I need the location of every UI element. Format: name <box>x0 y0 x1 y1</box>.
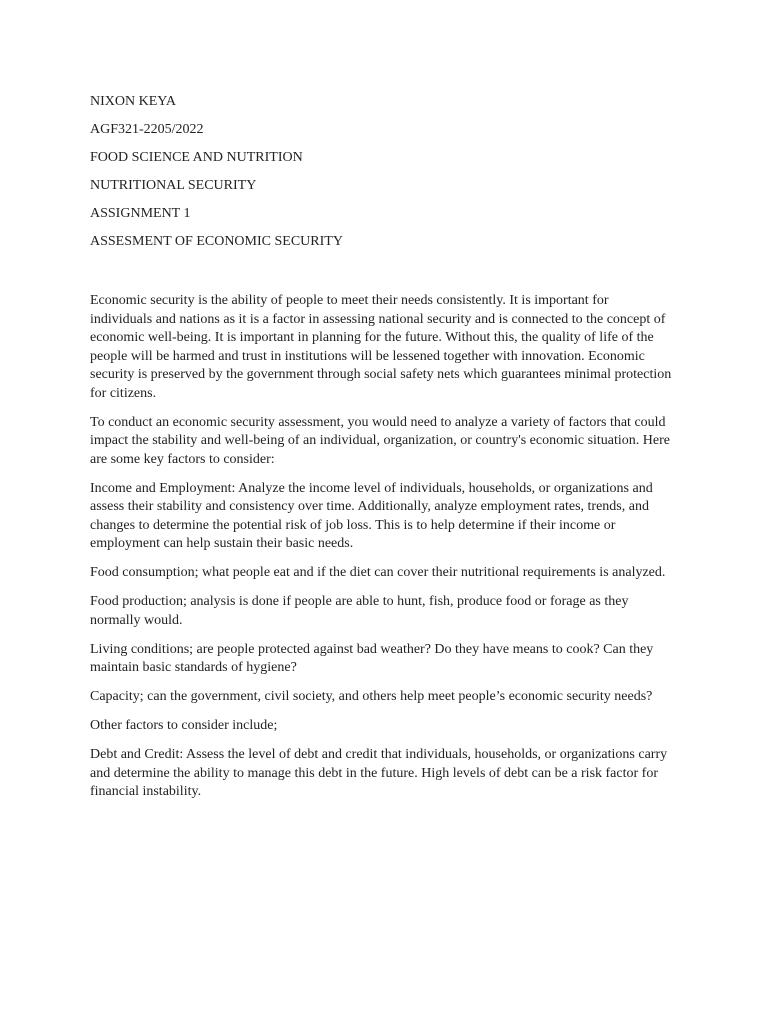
author-name: NIXON KEYA <box>90 94 176 109</box>
paragraph-food-consumption: Food consumption; what people eat and if the diet can cover their nutritional requirements is analyzed. <box>90 565 666 580</box>
paragraph-intro: Economic security is the ability of people to meet their needs consistently. It is important for individuals and nations as it is a factor in assessing national security and is connected to the concept of economic well-being. It is important in planning for the future. Without this, the quality of life of the people will be harmed and trust in institutions will be lessened together with innovation. Economic security is preserved by the government through social safety nets which guarantees minimal protection for citizens. <box>90 293 672 401</box>
paragraph-other-factors: Other factors to consider include; <box>90 718 278 733</box>
paragraph-food-production: Food production; analysis is done if people are able to hunt, fish, produce food or forage as they normally would. <box>90 594 629 628</box>
paragraph-income-employment: Income and Employment: Analyze the income level of individuals, households, or organizations and assess their stability and consistency over time. Additionally, analyze employment rates, trends, and changes to determine the potential risk of job loss. This is to help determine if their income or employment can help sustain their basic needs. <box>90 480 653 551</box>
paragraph-living-conditions: Living conditions; are people protected against bad weather? Do they have means to cook? Can they maintain basic standards of hygiene? <box>90 641 654 675</box>
course-name: FOOD SCIENCE AND NUTRITION <box>90 150 303 165</box>
unit-name: NUTRITIONAL SECURITY <box>90 178 257 193</box>
paragraph-assessment-overview: To conduct an economic security assessment, you would need to analyze a variety of factors that could impact the stability and well-being of an individual, organization, or country's economic situation. Here are some key factors to consider: <box>90 414 671 467</box>
document-content <box>90 93 672 812</box>
paragraph-debt-credit: Debt and Credit: Assess the level of debt and credit that individuals, households, or organizations carry and determine the ability to manage this debt in the future. High levels of debt can be a risk factor for financial instability. <box>90 747 668 799</box>
paragraph-capacity: Capacity; can the government, civil society, and others help meet people’s economic security needs? <box>90 689 653 704</box>
assignment-label: ASSIGNMENT 1 <box>90 206 191 221</box>
document-title: ASSESMENT OF ECONOMIC SECURITY <box>90 234 343 249</box>
header-spacer <box>90 251 672 292</box>
registration-number: AGF321-2205/2022 <box>90 122 204 137</box>
